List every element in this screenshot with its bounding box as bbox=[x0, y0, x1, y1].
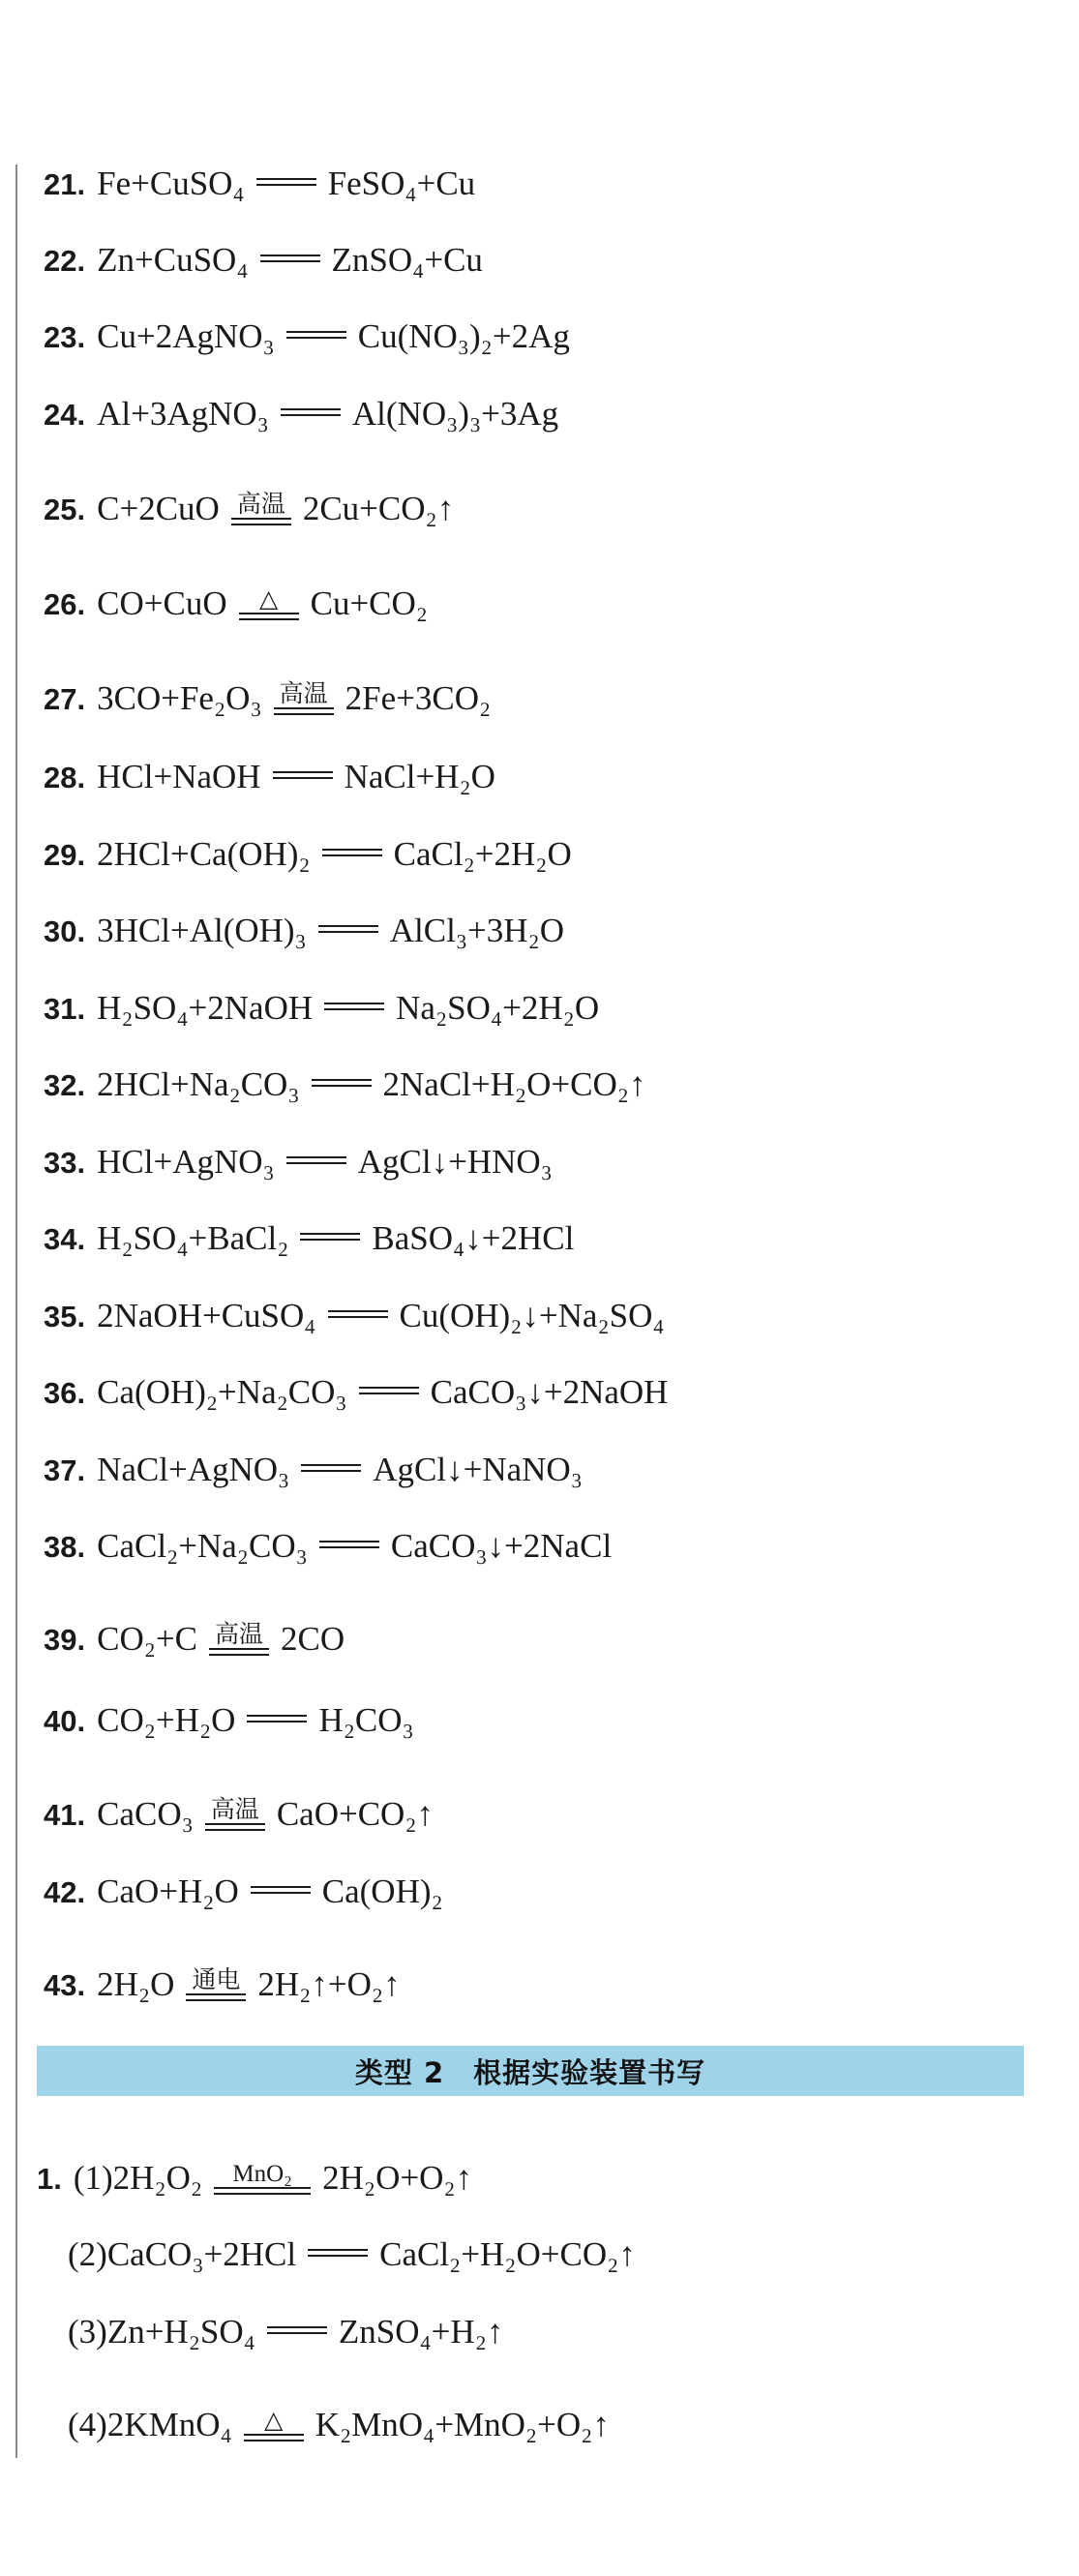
reaction-condition bbox=[209, 1623, 269, 1656]
products: AlCl₃+3H₂O bbox=[389, 912, 565, 949]
products: AgCl↓+HNO₃ bbox=[357, 1143, 553, 1181]
reactants: H₂SO₄+2NaOH bbox=[97, 989, 314, 1027]
equals-sign bbox=[267, 2326, 327, 2334]
equation-number: 40. bbox=[44, 1704, 86, 1738]
equals-sign bbox=[281, 408, 341, 416]
products: CaCl₂+H₂O+CO₂↑ bbox=[379, 2235, 636, 2273]
reactants: Zn+CuSO₄ bbox=[97, 241, 249, 279]
equation-number: 43. bbox=[44, 1968, 86, 2002]
reactants: C+2CuO bbox=[97, 490, 220, 527]
equation-number: 38. bbox=[44, 1530, 86, 1564]
equation-43 bbox=[44, 1962, 401, 2009]
condition-label: 高温 bbox=[215, 1622, 264, 1648]
equation-number: 23. bbox=[44, 320, 86, 354]
condition-label: 高温 bbox=[210, 1797, 259, 1823]
equals-sign bbox=[209, 1648, 269, 1656]
products: 2Fe+3CO₂ bbox=[345, 679, 492, 717]
equation-29 bbox=[44, 831, 572, 879]
products: CaO+CO₂↑ bbox=[276, 1795, 435, 1833]
reactants: HCl+NaOH bbox=[97, 758, 261, 795]
products: AgCl↓+NaNO₃ bbox=[373, 1451, 583, 1488]
question-number: 1. bbox=[37, 2162, 62, 2196]
products: CaCl₂+2H₂O bbox=[393, 835, 572, 873]
part-label: (3) bbox=[68, 2313, 107, 2351]
condition-label: 高温 bbox=[236, 492, 285, 518]
products: K₂MnO₄+MnO₂+O₂↑ bbox=[315, 2406, 610, 2443]
equation-number: 39. bbox=[44, 1623, 86, 1657]
products: CaCO₃↓+2NaOH bbox=[430, 1373, 669, 1411]
products: Cu+CO₂ bbox=[310, 584, 428, 622]
equals-sign bbox=[286, 331, 346, 339]
reactants: CaCl₂+Na₂CO₃ bbox=[97, 1527, 308, 1565]
products: 2H₂↑+O₂↑ bbox=[257, 1965, 401, 2003]
question-1-part-1 bbox=[37, 2155, 472, 2202]
condition-label: 高温 bbox=[279, 681, 328, 707]
left-margin-line bbox=[15, 165, 17, 2458]
condition-label: △ bbox=[258, 586, 279, 613]
question-1-part-4 bbox=[68, 2402, 610, 2449]
equation-40 bbox=[44, 1697, 414, 1745]
equation-42 bbox=[44, 1869, 443, 1916]
reactants: 3HCl+Al(OH)₃ bbox=[97, 912, 307, 949]
reactants: CO+CuO bbox=[97, 584, 227, 622]
equation-number: 24. bbox=[44, 398, 86, 432]
equation-24 bbox=[44, 391, 558, 438]
products: Al(NO₃)₃+3Ag bbox=[351, 395, 559, 433]
equation-23 bbox=[44, 314, 570, 361]
equals-sign bbox=[231, 518, 291, 525]
reactants: 2NaOH+CuSO₄ bbox=[97, 1297, 316, 1334]
equation-32 bbox=[44, 1062, 645, 1109]
reaction-condition bbox=[205, 1798, 265, 1831]
reactants: Fe+CuSO₄ bbox=[97, 165, 245, 202]
equals-sign bbox=[247, 1715, 307, 1722]
products: ZnSO₄+H₂↑ bbox=[338, 2313, 504, 2351]
equation-number: 35. bbox=[44, 1300, 86, 1333]
equals-sign bbox=[308, 2249, 368, 2257]
equation-37 bbox=[44, 1447, 583, 1494]
products: FeSO₄+Cu bbox=[327, 165, 476, 202]
reactants: 2H₂O₂ bbox=[112, 2159, 203, 2197]
question-1-part-2 bbox=[68, 2232, 636, 2278]
section-banner bbox=[37, 2046, 1024, 2096]
question-1-part-3 bbox=[68, 2309, 503, 2355]
reactants: Ca(OH)₂+Na₂CO₃ bbox=[97, 1373, 347, 1411]
products: Cu(NO₃)₂+2Ag bbox=[357, 317, 570, 355]
products: H₂CO₃ bbox=[318, 1701, 414, 1739]
equation-number: 42. bbox=[44, 1875, 86, 1909]
equals-sign bbox=[274, 707, 334, 715]
part-label: (4) bbox=[68, 2406, 107, 2443]
equals-sign bbox=[186, 1993, 246, 2001]
equation-36 bbox=[44, 1369, 668, 1417]
reactants: 2HCl+Na₂CO₃ bbox=[97, 1065, 300, 1103]
equation-25 bbox=[44, 486, 454, 533]
reactants: CO₂+H₂O bbox=[97, 1701, 236, 1739]
equals-sign bbox=[318, 925, 378, 933]
equation-28 bbox=[44, 754, 495, 801]
equation-33 bbox=[44, 1139, 553, 1186]
equals-sign bbox=[324, 1003, 384, 1010]
equals-sign bbox=[256, 178, 316, 186]
equation-number: 31. bbox=[44, 992, 86, 1026]
equation-26 bbox=[44, 581, 428, 628]
reactants: CO₂+C bbox=[97, 1620, 198, 1658]
reactants: CaCO₃+2HCl bbox=[106, 2235, 297, 2273]
equation-21 bbox=[44, 161, 475, 208]
reactants: HCl+AgNO₃ bbox=[97, 1143, 275, 1181]
equation-31 bbox=[44, 985, 599, 1033]
equation-number: 21. bbox=[44, 167, 86, 201]
equals-sign bbox=[322, 849, 382, 856]
equals-sign bbox=[300, 1233, 360, 1241]
equation-27 bbox=[44, 675, 491, 723]
products: CaCO₃↓+2NaCl bbox=[390, 1527, 613, 1565]
equation-number: 41. bbox=[44, 1798, 86, 1832]
equals-sign bbox=[251, 1886, 311, 1894]
condition-label: MnO₂ bbox=[232, 2161, 292, 2187]
reactants: CaCO₃ bbox=[97, 1795, 194, 1833]
equation-30 bbox=[44, 908, 564, 955]
equals-sign bbox=[205, 1823, 265, 1831]
equals-sign bbox=[286, 1156, 346, 1164]
equals-sign bbox=[244, 2434, 304, 2441]
equals-sign bbox=[301, 1464, 361, 1472]
condition-label: △ bbox=[264, 2408, 284, 2434]
reaction-condition bbox=[239, 587, 299, 620]
reactants: CaO+H₂O bbox=[97, 1872, 239, 1910]
equation-number: 22. bbox=[44, 244, 86, 278]
reaction-condition bbox=[231, 493, 291, 525]
products: BaSO₄↓+2HCl bbox=[372, 1219, 575, 1257]
equals-sign bbox=[319, 1541, 379, 1548]
products: Cu(OH)₂↓+Na₂SO₄ bbox=[399, 1297, 665, 1334]
reaction-condition bbox=[274, 682, 334, 715]
products: 2CO bbox=[281, 1620, 345, 1658]
equals-sign bbox=[273, 771, 333, 779]
products: Ca(OH)₂ bbox=[321, 1872, 443, 1910]
equals-sign bbox=[312, 1079, 372, 1087]
equation-number: 33. bbox=[44, 1146, 86, 1180]
condition-label: 通电 bbox=[192, 1967, 241, 1993]
reactants: 2H₂O bbox=[97, 1965, 175, 2003]
equation-number: 25. bbox=[44, 493, 86, 526]
reactants: H₂SO₄+BaCl₂ bbox=[97, 1219, 289, 1257]
equation-number: 32. bbox=[44, 1068, 86, 1102]
reactants: 2HCl+Ca(OH)₂ bbox=[97, 835, 311, 873]
reactants: 2KMnO₄ bbox=[106, 2406, 232, 2443]
equals-sign bbox=[260, 255, 320, 262]
equation-34 bbox=[44, 1215, 574, 1263]
reactants: 3CO+Fe₂O₃ bbox=[97, 679, 262, 717]
equals-sign bbox=[214, 2187, 311, 2195]
equation-number: 36. bbox=[44, 1376, 86, 1410]
equation-35 bbox=[44, 1293, 665, 1340]
products: NaCl+H₂O bbox=[344, 758, 495, 795]
equation-number: 28. bbox=[44, 761, 86, 794]
equation-41 bbox=[44, 1791, 434, 1839]
section-title: 类型 2 根据实验装置书写 bbox=[354, 2055, 706, 2089]
reactants: Zn+H₂SO₄ bbox=[106, 2313, 255, 2351]
equation-number: 30. bbox=[44, 914, 86, 948]
reaction-condition bbox=[214, 2162, 311, 2195]
equation-number: 29. bbox=[44, 838, 86, 872]
equals-sign bbox=[239, 613, 299, 620]
reactants: Cu+2AgNO₃ bbox=[97, 317, 275, 355]
reactants: Al+3AgNO₃ bbox=[97, 395, 269, 433]
products: ZnSO₄+Cu bbox=[331, 241, 483, 279]
reaction-condition bbox=[186, 1968, 246, 2001]
equation-22 bbox=[44, 237, 483, 285]
equation-38 bbox=[44, 1523, 612, 1571]
products: 2NaCl+H₂O+CO₂↑ bbox=[382, 1065, 646, 1103]
products: 2Cu+CO₂↑ bbox=[302, 490, 455, 527]
equals-sign bbox=[359, 1387, 419, 1394]
part-label: (2) bbox=[68, 2235, 107, 2273]
equation-39 bbox=[44, 1616, 345, 1663]
reaction-condition bbox=[244, 2409, 304, 2441]
products: Na₂SO₄+2H₂O bbox=[396, 989, 600, 1027]
products: 2H₂O+O₂↑ bbox=[322, 2159, 473, 2197]
equation-number: 34. bbox=[44, 1222, 86, 1256]
equation-number: 27. bbox=[44, 682, 86, 716]
equals-sign bbox=[328, 1310, 388, 1318]
equation-number: 37. bbox=[44, 1453, 86, 1487]
equation-number: 26. bbox=[44, 587, 86, 621]
part-label: (1) bbox=[73, 2159, 113, 2197]
reactants: NaCl+AgNO₃ bbox=[97, 1451, 290, 1488]
